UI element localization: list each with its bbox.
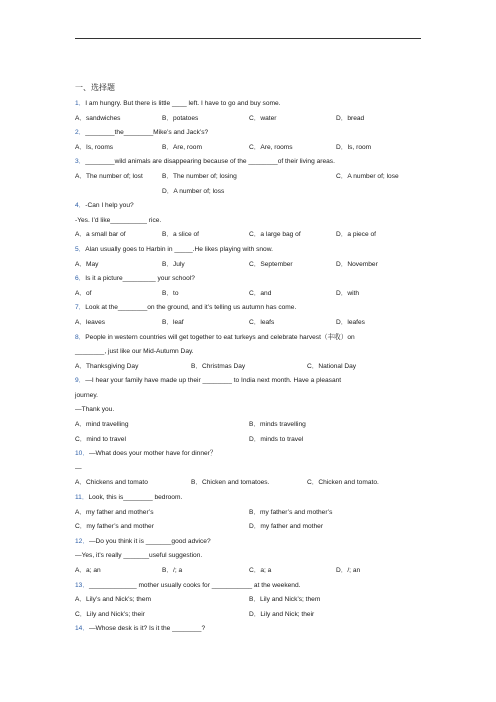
question-number: 5． — [75, 245, 86, 253]
question-text: Alan usually goes to Harbin in _____.He likes playing with snow. — [85, 245, 273, 253]
option-a[interactable]: A．Chickens and tomato — [75, 479, 148, 487]
question-text: journey. — [75, 391, 98, 399]
question-text: Look at the________on the ground, and it’s telling us autumn has come. — [85, 304, 297, 312]
option-a[interactable]: A．leaves — [75, 318, 106, 326]
option-c[interactable]: C．water — [249, 114, 277, 122]
question-text: ________, just like our Mid-Autumn Day. — [75, 348, 194, 356]
option-d[interactable]: D．a piece of — [336, 231, 376, 239]
question-number: 10． — [75, 450, 89, 458]
question-7 — [75, 301, 425, 330]
option-d[interactable]: D．November — [336, 260, 378, 268]
question-text: ________the________Mike’s and Jack’s? — [85, 129, 209, 137]
option-b[interactable]: B．Lily and Nick’s; them — [249, 596, 321, 604]
question-6 — [75, 272, 425, 301]
option-a[interactable]: A．a small bar of — [75, 231, 126, 239]
question-12 — [75, 535, 425, 579]
question-text: —Do you think it is _______good advice? — [88, 537, 211, 545]
question-2 — [75, 126, 425, 155]
options-row — [75, 141, 425, 156]
question-number: 2． — [75, 129, 86, 137]
question-number: 8． — [75, 333, 86, 341]
question-11 — [75, 491, 425, 535]
question-number: 14． — [75, 625, 89, 633]
question-13 — [75, 579, 425, 623]
option-a[interactable]: A．Lily’s and Nick’s; them — [75, 596, 151, 604]
options-row — [75, 228, 425, 243]
question-text: People in western countries will get together to eat turkeys and celebrate harvest（丰收）on — [85, 333, 355, 341]
option-c[interactable]: C．Are, rooms — [249, 143, 293, 151]
question-text: -Can I help you? — [85, 202, 134, 210]
question-number: 11． — [75, 494, 89, 502]
option-a[interactable]: A．Thanksgiving Day — [75, 362, 139, 370]
option-b[interactable]: B．my father’s and mother’s — [249, 508, 333, 516]
options-row — [75, 316, 425, 331]
option-a[interactable]: A．my father and mother’s — [75, 508, 154, 516]
option-c[interactable]: C．National Day — [307, 362, 357, 370]
options-row — [75, 476, 425, 491]
option-c[interactable]: C．September — [249, 260, 293, 268]
option-a[interactable]: A．sandwiches — [75, 114, 121, 122]
options-row — [75, 112, 425, 127]
option-a[interactable]: A．Is, rooms — [75, 143, 114, 151]
document-body — [75, 80, 425, 637]
option-a[interactable]: A．mind travelling — [75, 421, 129, 429]
question-text: I am hungry. But there is little ____ left. I have to go and buy some. — [85, 100, 281, 107]
options-row — [75, 258, 425, 273]
question-number: 4． — [75, 202, 86, 210]
option-d[interactable]: D．bread — [336, 114, 365, 122]
option-b[interactable]: B．July — [162, 260, 185, 268]
option-a[interactable]: A．The number of; lost — [75, 172, 143, 180]
section-title: 一、选择题 — [75, 83, 115, 92]
question-1 — [75, 97, 425, 126]
question-number: 7． — [75, 304, 86, 312]
option-b[interactable]: B．Christmas Day — [191, 362, 246, 370]
option-d[interactable]: D．minds to travel — [249, 435, 304, 443]
option-b[interactable]: B．potatoes — [162, 114, 199, 122]
option-b[interactable]: B．a slice of — [162, 231, 200, 239]
question-9 — [75, 374, 425, 447]
option-b[interactable]: B．Are, room — [162, 143, 202, 151]
question-number: 6． — [75, 275, 86, 283]
question-text: ________wild animals are disappearing because of the ________of their living areas. — [85, 158, 335, 166]
option-c[interactable]: C．A number of; lose — [336, 172, 399, 180]
options-row — [75, 433, 425, 448]
option-c[interactable]: C．my father’s and mother — [75, 523, 154, 531]
question-number: 12． — [75, 537, 89, 545]
option-d[interactable]: D．with — [336, 289, 360, 297]
question-text: Look, this is________ bedroom. — [88, 494, 183, 502]
options-row — [75, 593, 425, 608]
option-c[interactable]: C．Chicken and tomato. — [307, 479, 379, 487]
option-a[interactable]: A．of — [75, 289, 92, 297]
option-d[interactable]: D．leafes — [336, 318, 365, 326]
option-c[interactable]: C．a; a — [249, 567, 272, 574]
question-8 — [75, 331, 425, 375]
question-number: 9． — [75, 377, 86, 385]
options-row — [75, 418, 425, 433]
question-text: —Whose desk is it? Is it the ________? — [88, 625, 206, 633]
option-a[interactable]: A．May — [75, 260, 99, 268]
option-b[interactable]: B．leaf — [162, 318, 184, 326]
question-text: — — [75, 464, 82, 472]
option-c[interactable]: C．leafs — [249, 318, 275, 326]
option-b[interactable]: B．Chicken and tomatoes. — [191, 479, 270, 487]
options-row — [75, 608, 425, 623]
question-4 — [75, 199, 425, 243]
question-text: —Yes, it’s really _______useful suggestion. — [75, 552, 203, 560]
option-b[interactable]: B．The number of; losing — [162, 172, 237, 180]
question-10 — [75, 447, 425, 491]
option-b[interactable]: B．minds travelling — [249, 421, 306, 429]
header-rule — [75, 38, 421, 39]
question-number: 13． — [75, 581, 89, 589]
option-c[interactable]: C．Lily and Nick’s; their — [75, 610, 145, 618]
option-d[interactable]: D．Is, room — [336, 143, 372, 151]
options-row — [75, 506, 425, 521]
option-b[interactable]: B．to — [162, 289, 179, 297]
option-c[interactable]: C．and — [249, 289, 272, 297]
option-d[interactable]: D．my father and mother — [249, 523, 324, 531]
option-b[interactable]: B．/; a — [162, 567, 183, 574]
question-text: —Thank you. — [75, 406, 115, 414]
options-row — [75, 360, 425, 375]
question-text: —What does your mother have for dinner？ — [88, 450, 217, 458]
option-c[interactable]: C．a large bag of — [249, 231, 301, 239]
options-row — [75, 185, 425, 200]
question-5 — [75, 243, 425, 272]
option-c[interactable]: C．mind to travel — [75, 435, 126, 443]
question-text: -Yes. I’d like__________ rice. — [75, 216, 162, 224]
question-text: Is it a picture_________ your school? — [85, 275, 195, 283]
option-d[interactable]: D．/; an — [336, 567, 361, 574]
option-a[interactable]: A．a; an — [75, 567, 101, 574]
options-row — [75, 287, 425, 302]
option-d[interactable]: D．A number of; loss — [162, 187, 225, 195]
question-number: 3． — [75, 158, 86, 166]
question-14 — [75, 622, 425, 637]
question-text: —I hear your family have made up their ________ to India next month. Have a pleasant — [85, 377, 342, 385]
question-number: 1． — [75, 100, 86, 107]
option-d[interactable]: D．Lily and Nick; their — [249, 610, 315, 618]
options-row — [75, 564, 425, 579]
options-row — [75, 170, 425, 185]
question-3 — [75, 155, 425, 199]
options-row — [75, 520, 425, 535]
question-text: _____________ mother usually cooks for ___________ at the weekend. — [88, 581, 301, 589]
